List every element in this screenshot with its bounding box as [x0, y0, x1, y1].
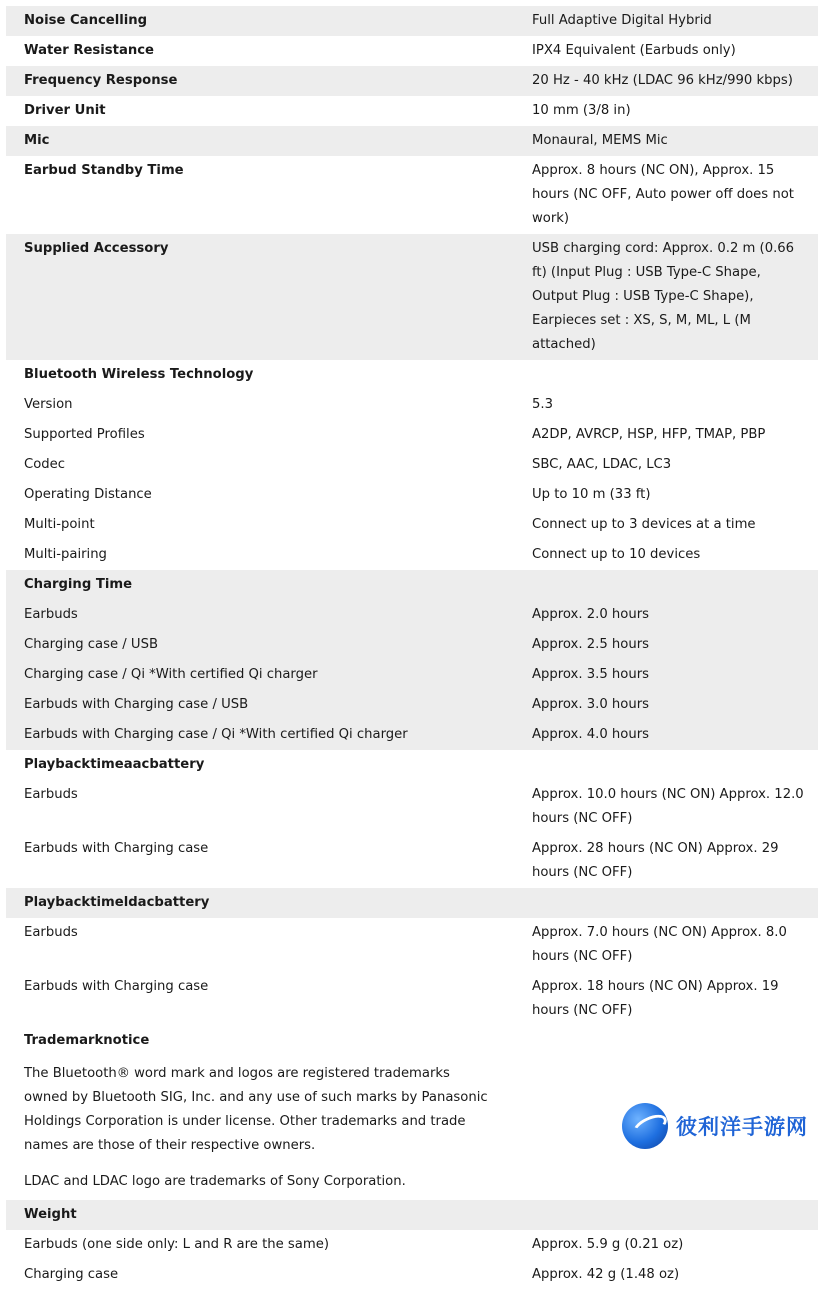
spec-value: 20 Hz - 40 kHz (LDAC 96 kHz/990 kbps): [532, 73, 793, 88]
spec-row: [6, 450, 818, 480]
spec-value: Approx. 10.0 hours (NC ON) Approx. 12.0 hours (NC OFF): [532, 787, 804, 826]
spec-row: [6, 690, 818, 720]
spec-label: Water Resistance: [24, 43, 154, 58]
section-heading: Playbacktimeaacbattery: [24, 757, 205, 772]
spec-row: [6, 156, 818, 234]
trademark-notice: The Bluetooth® word mark and logos are registered trademarks owned by Bluetooth SIG, Inc. and any use of such marks by Panasonic Holdings Corporation is under license. Other trademarks and trade names are those of their respective owners.: [24, 1066, 488, 1153]
spec-row: [6, 510, 818, 540]
section-heading: Trademarknotice: [24, 1033, 150, 1048]
spec-row: [6, 96, 818, 126]
spec-value: Approx. 42 g (1.48 oz): [532, 1267, 680, 1282]
spec-label: Version: [24, 397, 73, 412]
spec-row: [6, 66, 818, 96]
spec-value: 10 mm (3/8 in): [532, 103, 631, 118]
site-watermark: [622, 1098, 819, 1153]
spec-value: Full Adaptive Digital Hybrid: [532, 13, 712, 28]
spec-label: Earbuds with Charging case / Qi *With certified Qi charger: [24, 727, 408, 742]
spec-row: [6, 630, 818, 660]
section-heading: Charging Time: [24, 577, 133, 592]
section-heading: Weight: [24, 1207, 77, 1222]
section-heading-playback-ldac: [6, 888, 818, 918]
spec-value: Connect up to 10 devices: [532, 547, 701, 562]
spec-label: Earbuds: [24, 925, 78, 940]
spec-value: 5.3: [532, 397, 553, 412]
ldac-trademark-notice: LDAC and LDAC logo are trademarks of Sony Corporation.: [24, 1174, 406, 1189]
spec-value: Approx. 3.5 hours: [532, 667, 649, 682]
spec-label: Earbud Standby Time: [24, 163, 184, 178]
spec-label: Supported Profiles: [24, 427, 145, 442]
spec-value: USB charging cord: Approx. 0.2 m (0.66 ft) (Input Plug : USB Type-C Shape, Output Plug : USB Type-C Shape), Earpieces set : XS, S, M, ML, L (M attached): [532, 241, 795, 352]
spec-label: Supplied Accessory: [24, 241, 169, 256]
spec-value: A2DP, AVRCP, HSP, HFP, TMAP, PBP: [532, 427, 766, 442]
spec-row: [6, 36, 818, 66]
spec-value: Monaural, MEMS Mic: [532, 133, 668, 148]
spec-value: Approx. 4.0 hours: [532, 727, 649, 742]
spec-label: Charging case: [24, 1267, 119, 1282]
watermark-text: 彼利洋手游网: [676, 1114, 808, 1139]
spec-row: [6, 6, 818, 36]
spec-row: [6, 480, 818, 510]
spec-label: Multi-point: [24, 517, 95, 532]
spec-value: Approx. 3.0 hours: [532, 697, 649, 712]
spec-label: Earbuds: [24, 787, 78, 802]
globe-swoosh-icon: [622, 1103, 668, 1149]
spec-label: Driver Unit: [24, 103, 106, 118]
spec-value: Approx. 28 hours (NC ON) Approx. 29 hours (NC OFF): [532, 841, 779, 880]
spec-value: Connect up to 3 devices at a time: [532, 517, 756, 532]
section-heading: Bluetooth Wireless Technology: [24, 367, 254, 382]
spec-row: [6, 390, 818, 420]
spec-row: [6, 720, 818, 750]
spec-label: Earbuds: [24, 607, 78, 622]
section-heading-charging: [6, 570, 818, 600]
section-heading-bluetooth: [6, 360, 818, 390]
spec-label: Codec: [24, 457, 66, 472]
spec-row: [6, 234, 818, 360]
section-heading-playback-aac: [6, 750, 818, 780]
spec-row: [6, 600, 818, 630]
spec-row: [6, 834, 818, 888]
spec-value: Approx. 7.0 hours (NC ON) Approx. 8.0 hours (NC OFF): [532, 925, 787, 964]
spec-label: Earbuds with Charging case: [24, 979, 209, 994]
spec-value: Approx. 2.0 hours: [532, 607, 649, 622]
spec-label: Frequency Response: [24, 73, 178, 88]
spec-label: Earbuds with Charging case / USB: [24, 697, 249, 712]
spec-row: [6, 420, 818, 450]
spec-value: IPX4 Equivalent (Earbuds only): [532, 43, 736, 58]
spec-row: [6, 540, 818, 570]
section-heading-weight: [6, 1200, 818, 1230]
spec-value: SBC, AAC, LDAC, LC3: [532, 457, 672, 472]
spec-label: Earbuds (one side only: L and R are the same): [24, 1237, 329, 1252]
spec-label: Operating Distance: [24, 487, 152, 502]
spec-value: Approx. 8 hours (NC ON), Approx. 15 hours (NC OFF, Auto power off does not work): [532, 163, 794, 226]
spec-row: [6, 918, 818, 972]
spec-value: Approx. 2.5 hours: [532, 637, 649, 652]
spec-label: Charging case / USB: [24, 637, 159, 652]
spec-value: Approx. 5.9 g (0.21 oz): [532, 1237, 684, 1252]
spec-label: Mic: [24, 133, 50, 148]
spec-label: Earbuds with Charging case: [24, 841, 209, 856]
spec-value: Up to 10 m (33 ft): [532, 487, 651, 502]
spec-label: Charging case / Qi *With certified Qi charger: [24, 667, 318, 682]
spec-label: Multi-pairing: [24, 547, 107, 562]
spec-row: [6, 126, 818, 156]
spec-row: [6, 780, 818, 834]
spec-row: [6, 1230, 818, 1260]
spec-row: [6, 1260, 818, 1290]
trademark-row: [6, 1164, 818, 1200]
spec-value: Approx. 18 hours (NC ON) Approx. 19 hours (NC OFF): [532, 979, 779, 1018]
spec-label: Noise Cancelling: [24, 13, 148, 28]
section-heading-trademark: [6, 1026, 818, 1056]
spec-row: [6, 660, 818, 690]
section-heading: Playbacktimeldacbattery: [24, 895, 210, 910]
spec-row: [6, 972, 818, 1026]
